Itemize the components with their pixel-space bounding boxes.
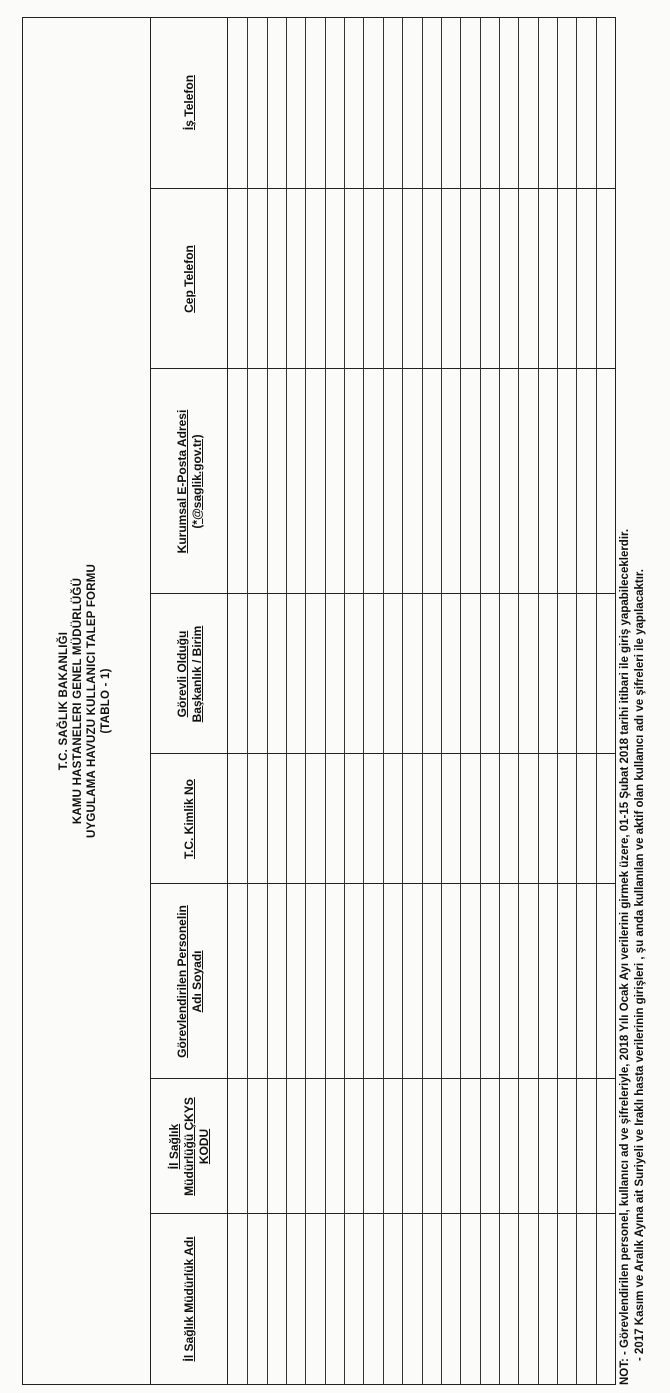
note-section [618,17,648,1385]
table-row [499,18,518,1384]
form-title-block [23,18,151,1384]
table-row [305,18,324,1384]
column-header-ckys-code: İl Sağlık Müdürlüğü ÇKYS KODU [167,1097,211,1196]
table-row [363,18,382,1384]
column-header-work-phone: İş Telefon [182,74,196,131]
note-line-1: NOT: - Görevlendirilen personel, kullanıcı ad ve şifreleriyle, 2018 Yılı Ocak Ayı verilerini girmek üzere, 01-15 Şubat 2018 tarihi itibari ile giriş yapabileceklerdir. [619,528,631,1385]
table-row [422,18,441,1384]
table-row [344,18,363,1384]
table-row [557,18,576,1384]
table-row [286,18,305,1384]
table-row [325,18,344,1384]
table-row [247,18,266,1384]
table-row [538,18,557,1384]
column-header-mobile-phone: Cep Telefon [182,245,196,313]
note-line-2: - 2017 Kasım ve Aralık Ayına ait Suriyeli ve Iraklı hasta verilerinin girişleri , şu anda kullanılan ve aktif olan kullanıcı adı ve şifreleri ile yapılacaktır. [634,569,646,1361]
table-row [480,18,499,1384]
table-row [518,18,537,1384]
column-header-department: Görevli Olduğu Başkanlık / Birim [174,625,204,723]
table-row [576,18,595,1384]
form-name: UYGULAMA HAVUZU KULLANICI TALEP FORMU [86,564,98,839]
column-header-province-directorate: İl Sağlık Müdürlük Adı [182,1236,196,1362]
table-header-row [151,18,228,1384]
directorate-title: KAMU HASTANELERI GENEL MÜDÜRLÜĞÜ [72,577,84,825]
table-row [228,18,247,1384]
table-row [460,18,479,1384]
table-row [383,18,402,1384]
table-row [402,18,421,1384]
column-header-tc-id: T.C. Kimlik No [182,779,196,860]
ministry-title: T.C. SAĞLIK BAKANLIĞI [58,631,70,771]
request-form-table [22,17,616,1385]
table-number: (TABLO - 1) [100,668,112,734]
column-header-personnel-name: Görevlendirilen Personelin Adı Soyadı [174,905,204,1058]
table-row [441,18,460,1384]
table-row [596,18,615,1384]
table-row [267,18,286,1384]
column-header-email: Kurumsal E-Posta Adresi (*@saglik.gov.tr) [174,409,204,554]
